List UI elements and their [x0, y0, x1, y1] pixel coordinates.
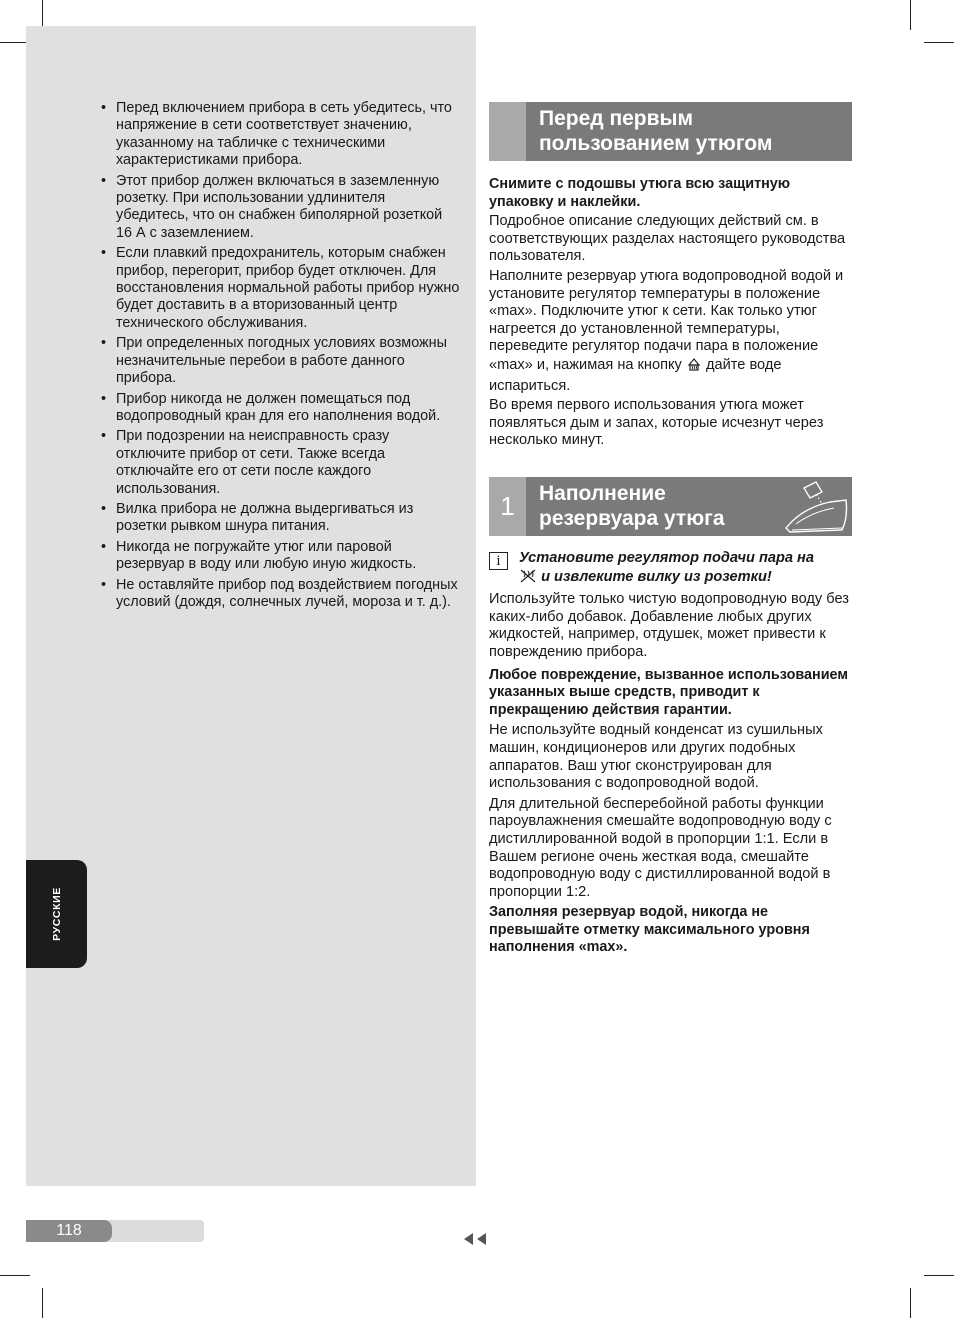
- section-title-line: Наполнение: [539, 482, 666, 505]
- language-tab: [26, 860, 87, 968]
- crop-mark: [910, 0, 911, 30]
- paragraph: Во время первого использования утюга может появляться дым и запах, которые исчезнут через несколько минут.: [489, 397, 824, 449]
- crop-mark: [924, 1275, 954, 1276]
- previous-page-icon: [462, 1232, 490, 1246]
- paragraph: [489, 268, 854, 395]
- paragraph-text: Наполните резервуар утюга водопроводной водой и установите регулятор температуры в положение «max». Подключите утюг к сети. Как только утюг нагреется до установленной температуры, переведите регулятор подачи пара в положение «max» и, нажимая на кнопку: [489, 267, 844, 373]
- paragraph-text: дайте воде испариться.: [489, 356, 782, 394]
- crop-mark: [42, 1288, 43, 1318]
- crop-mark: [910, 1288, 911, 1318]
- iron-filling-icon: [782, 478, 852, 536]
- list-item: • Перед включением прибора в сеть убедитесь, что напряжение в сети соответствует значению, указанному на табличке с техническими характеристиками прибора.: [98, 100, 460, 170]
- list-item: • При определенных погодных условиях возможны незначительные перебои в работе данного прибора.: [98, 335, 460, 387]
- first-use-bold-intro: Снимите с подошвы утюга всю защитную упаковку и наклейки.: [489, 176, 791, 210]
- list-item: • Никогда не погружайте утюг или паровой резервуар в воду или любую иную жидкость.: [98, 539, 460, 574]
- paragraph: Для длительной бесперебойной работы функции пароувлажнения смешайте водопроводную воду с дистиллированной водой в пропорции 1:1. Если в Вашем регионе очень жесткая вода, смешайте водопроводную воду с дистиллированной водой в пропорции 1:2.: [489, 795, 832, 900]
- section-title-line: резервуара утюга: [539, 507, 725, 530]
- section-title-line: Перед первым: [539, 107, 694, 130]
- warning-note-line: [519, 568, 854, 590]
- language-tab-label: РУССКИЕ: [50, 887, 63, 941]
- section-number-box: 1: [489, 477, 526, 536]
- list-item: • Этот прибор должен включаться в заземленную розетку. При использовании удлинителя убедитесь, что он снабжен биполярной розеткой 16 А с заземлением.: [98, 173, 460, 243]
- list-item: • Вилка прибора не должна выдергиваться из розетки рывком шнура питания.: [98, 501, 460, 536]
- info-icon: i: [489, 552, 508, 570]
- warning-note-line: Установите регулятор подачи пара на: [519, 550, 814, 566]
- paragraph: Подробное описание следующих действий см. в соответствующих разделах настоящего руководства пользователя.: [489, 213, 846, 265]
- paragraph: Не используйте водный конденсат из сушильных машин, кондиционеров или других подобных аппаратов. Ваш утюг сконструирован для использования с водопроводной водой.: [489, 722, 823, 792]
- first-use-text: [489, 176, 854, 452]
- section-heading-first-use: [489, 102, 852, 161]
- paragraph: Используйте только чистую водопроводную воду без каких-либо добавок. Добавление любых других жидкостей, например, отдушек, может привести к повреждению прибора.: [489, 591, 849, 660]
- section-title: [539, 481, 782, 531]
- list-item: • Если плавкий предохранитель, которым снабжен прибор, перегорит, прибор будет отключен. Для восстановления нормальной работы прибор нужно будет доставить в а вторизованный центр технического обслуживания.: [98, 245, 460, 332]
- crop-mark: [924, 42, 954, 43]
- steam-button-icon: [686, 356, 702, 378]
- warning-note: [489, 550, 854, 589]
- filling-text: [489, 550, 854, 959]
- steam-off-icon: [519, 568, 537, 590]
- section-heading-filling: [489, 477, 852, 536]
- section-title-line: пользованием утюгом: [539, 132, 773, 155]
- section-number-box: [489, 102, 526, 161]
- list-item: • Не оставляйте прибор под воздействием погодных условий (дождя, солнечных лучей, мороза и т. д.).: [98, 577, 460, 612]
- page-number: 118: [26, 1220, 112, 1242]
- list-item: • Прибор никогда не должен помещаться под водопроводный кран для его наполнения водой.: [98, 391, 460, 426]
- crop-mark: [0, 1275, 30, 1276]
- warning-note-text: и извлеките вилку из розетки!: [541, 568, 772, 585]
- section-title: [539, 106, 782, 156]
- safety-list: [98, 100, 460, 614]
- warranty-warning: Любое повреждение, вызванное использованием указанных выше средств, приводит к прекращению действия гарантии.: [489, 666, 849, 718]
- max-level-warning: Заполняя резервуар водой, никогда не превышайте отметку максимального уровня наполнения «max».: [489, 904, 810, 956]
- list-item: • При подозрении на неисправность сразу отключите прибор от сети. Также всегда отключайте его от сети после каждого использования.: [98, 428, 460, 498]
